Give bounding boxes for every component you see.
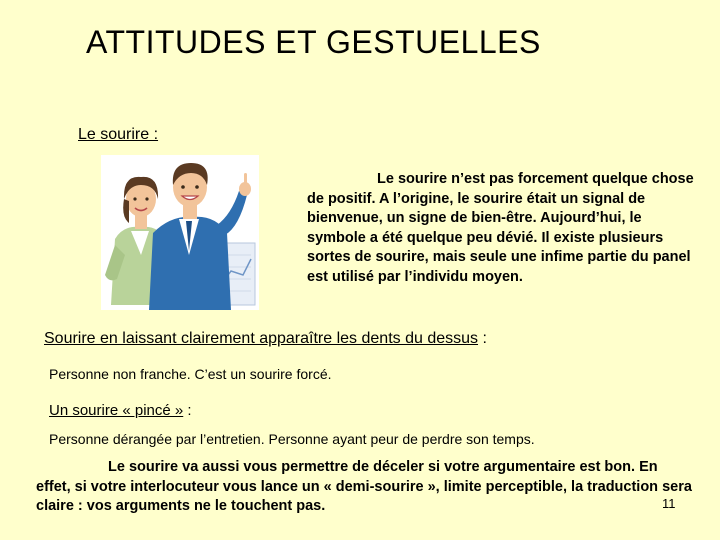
slide-title: ATTITUDES ET GESTUELLES — [86, 24, 541, 60]
page-number: 11 — [662, 496, 676, 511]
point2-description: Personne dérangée par l’entretien. Personne ayant peur de perdre son temps. — [49, 431, 535, 447]
point2-suffix: : — [183, 402, 192, 419]
point1-suffix: : — [478, 330, 487, 347]
intro-paragraph — [307, 170, 699, 287]
intro-text: Le sourire n’est pas forcement quelque chose de positif. A l’origine, le sourire était un signal de bienvenue, un signe de bien-être. Aujourd’hui, le symbole a été quelque peu dévié. Il existe plusieurs sortes de sourire, mais seule une infime partie du panel est utilisé par l’individu moyen. — [307, 171, 694, 285]
point-pinched-smile — [49, 402, 192, 419]
business-people-clipart-icon — [101, 155, 259, 310]
point-teeth-smile — [44, 330, 487, 348]
section-subtitle: Le sourire : — [78, 126, 159, 143]
point1-description: Personne non franche. C’est un sourire forcé. — [49, 366, 332, 382]
conclusion-text: Le sourire va aussi vous permettre de déceler si votre argumentaire est bon. En effet, si votre interlocuteur vous lance un « demi-sourire », limite perceptible, la traduction sera claire : vos arguments ne le touchent pas. — [36, 459, 692, 514]
point2-heading: Un sourire « pincé » — [49, 402, 184, 419]
conclusion-paragraph — [36, 458, 696, 517]
point1-heading: Sourire en laissant clairement apparaître les dents du dessus — [44, 330, 479, 347]
business-people-illustration — [101, 155, 259, 310]
